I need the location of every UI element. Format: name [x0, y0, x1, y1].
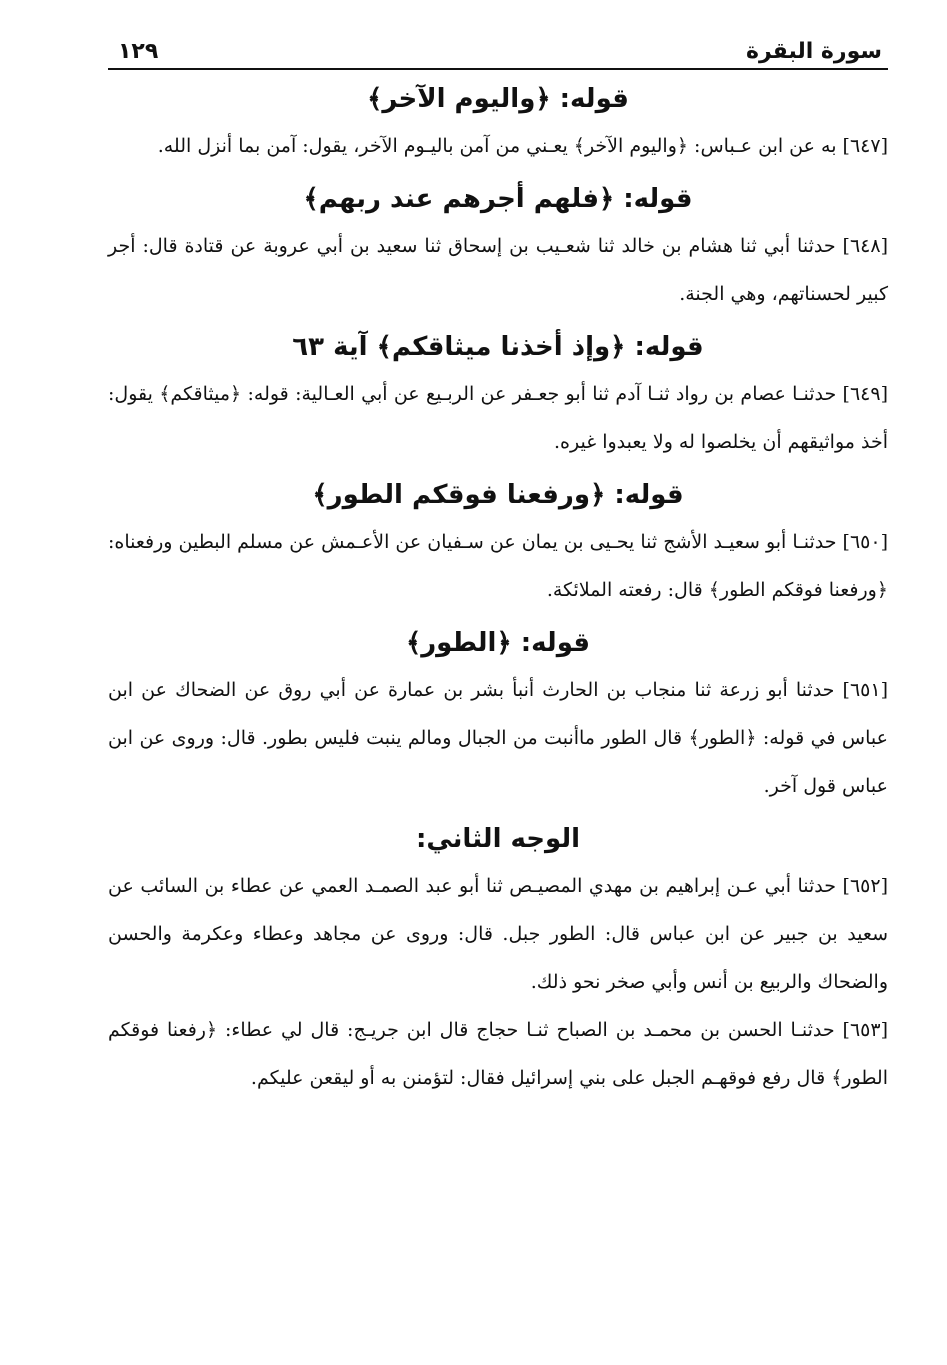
- narration-paragraph: [٦٤٨] حدثنا أبي ثنا هشام بن خالد ثنا شعـيب بن إسحاق ثنا سعيد بن أبي عروبة عن قتادة قال: أجر كبير لحسناتهم، وهي الجنة.: [108, 235, 888, 305]
- section: [108, 476, 888, 614]
- section-heading: قوله: ﴿وإذ أخذنا ميثاقكم﴾ آية ٦٣: [292, 332, 704, 362]
- header-rule: [108, 68, 888, 70]
- surah-title: سورة البقرة: [745, 39, 882, 64]
- narration-paragraph: [٦٥٣] حدثنـا الحسن بن محمـد بن الصباح ثنـا حجاج قال ابن جريـج: قال لي عطاء: ﴿رفعنا فوقكم الطور﴾ قال رفع فوقهـم الجبل على بني إسرائيل فقال: لتؤمنن به أو ليقعن عليكم.: [108, 1019, 888, 1089]
- document-page: [108, 28, 888, 1102]
- section: [108, 180, 888, 318]
- page-number: ١٢٩: [118, 39, 159, 64]
- section: [108, 624, 888, 810]
- section-heading: قوله: ﴿واليوم الآخر﴾: [367, 84, 629, 114]
- narration-paragraph: [٦٥١] حدثنا أبو زرعة ثنا منجاب بن الحارث أنبأ بشر بن عمارة عن أبي روق عن الضحاك عن ابن عباس في قوله: ﴿الطور﴾ قال الطور ماأنبت من الجبال ومالم ينبت فليس بطور. قال: وروى عن ابن عباس قول آخر.: [108, 679, 888, 797]
- section: [108, 80, 888, 170]
- section: [108, 820, 888, 1102]
- section-heading: قوله: ﴿الطور﴾: [405, 628, 591, 658]
- running-header: [108, 28, 888, 64]
- section: [108, 328, 888, 466]
- narration-paragraph: [٦٥٠] حدثنـا أبو سعيـد الأشج ثنا يحـيى بن يمان عن سـفيان عن الأعـمش عن مسلم البطين ورفعناه: ﴿ورفعنا فوقكم الطور﴾ قال: رفعته الملائكة.: [108, 531, 888, 601]
- section-heading: قوله: ﴿ورفعنا فوقكم الطور﴾: [312, 480, 684, 510]
- section-heading: الوجه الثاني:: [415, 824, 581, 854]
- narration-paragraph: [٦٤٩] حدثنـا عصام بن رواد ثنـا آدم ثنا أبو جعـفر عن الربـيع عن أبي العـالية: قوله: ﴿ميثاقكم﴾ يقول: أخذ مواثيقهم أن يخلصوا له ولا يعبدوا غيره.: [108, 383, 888, 453]
- narration-paragraph: [٦٥٢] حدثنا أبي عـن إبراهيم بن مهدي المصيـص ثنا أبو عبد الصمـد العمي عن عطاء بن السائب عن سعيد بن جبير عن ابن عباس قال: الطور جبل. قال: وروى عن مجاهد وعطاء وعكرمة والحسن والضحاك والربيع بن أنس وأبي صخر نحو ذلك.: [108, 875, 888, 993]
- section-heading: قوله: ﴿فلهم أجرهم عند ربهم﴾: [303, 184, 693, 214]
- narration-paragraph: [٦٤٧] به عن ابن عـباس: ﴿واليوم الآخر﴾ يعـني من آمن باليـوم الآخر، يقول: آمن بما أنزل الله.: [157, 135, 888, 157]
